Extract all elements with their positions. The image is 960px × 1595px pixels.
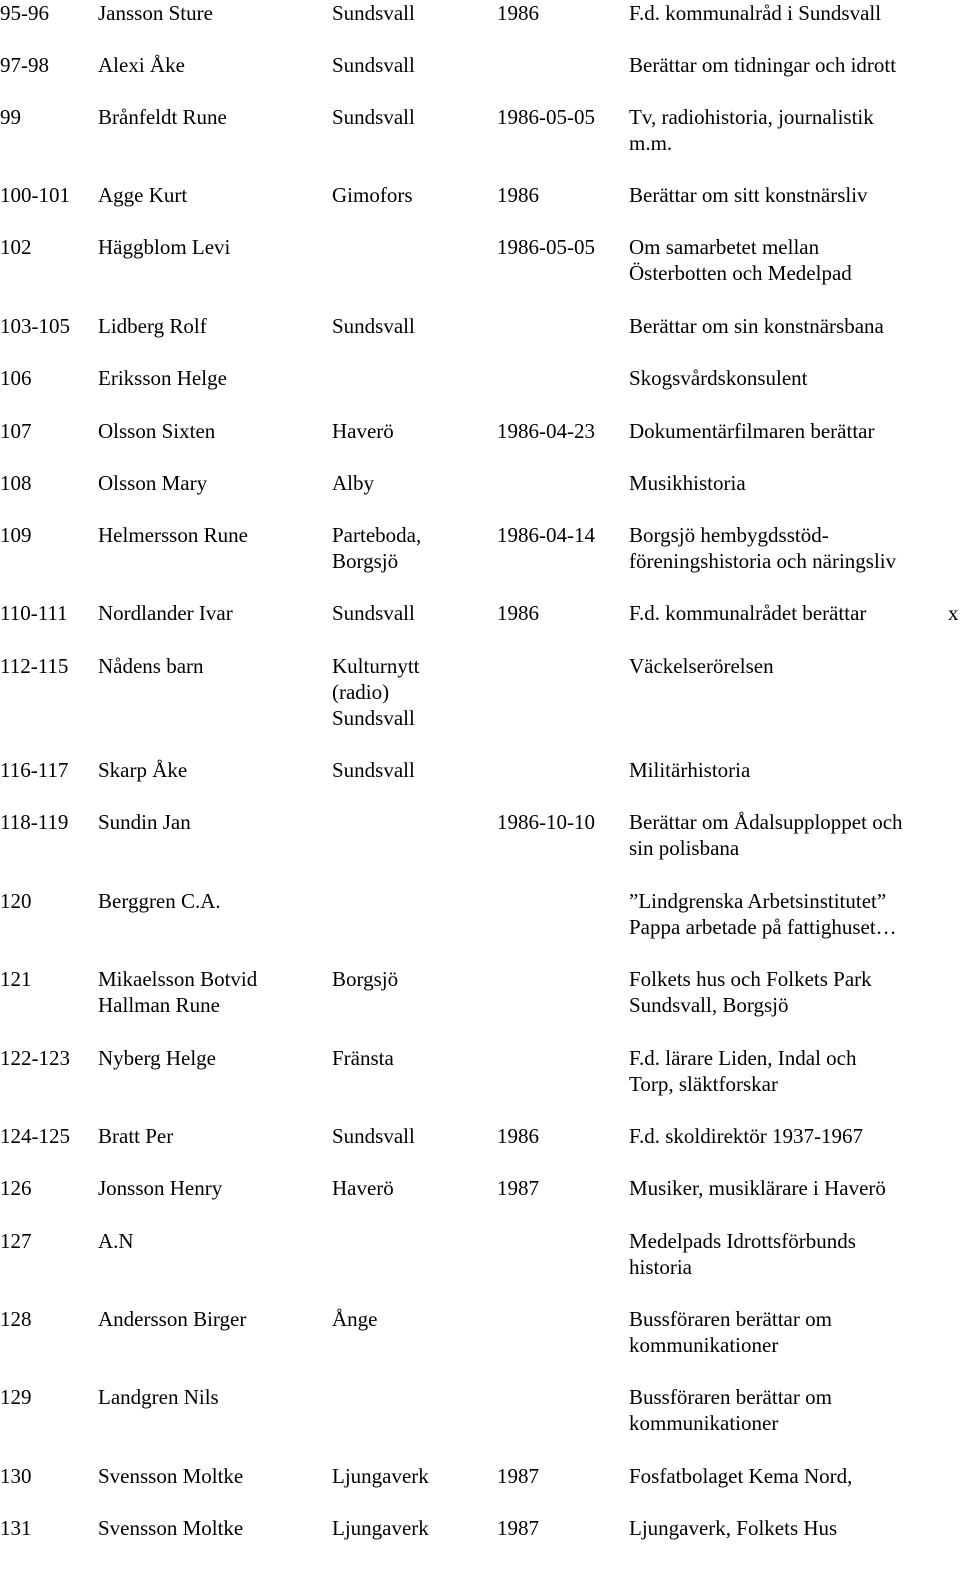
cell-date: 1986: [497, 601, 539, 625]
cell-place: Haverö: [332, 419, 394, 443]
cell-place: Sundsvall: [332, 1124, 415, 1148]
cell-name: Olsson Sixten: [98, 419, 216, 443]
cell-desc: Bussföraren berättar om kommunikationer: [629, 1385, 832, 1435]
cell-nr: 107: [0, 419, 32, 443]
cell-nr: 131: [0, 1516, 32, 1540]
cell-nr: 95-96: [0, 1, 49, 25]
cell-place: Gimofors: [332, 183, 413, 207]
cell-nr: 97-98: [0, 53, 49, 77]
table-row: [0, 653, 960, 733]
cell-desc: F.d. kommunalråd i Sundsvall: [629, 1, 882, 25]
cell-name: Landgren Nils: [98, 1385, 219, 1409]
cell-nr: 128: [0, 1307, 32, 1331]
cell-name: Nordlander Ivar: [98, 601, 233, 625]
cell-place: Ljungaverk: [332, 1464, 429, 1488]
cell-desc: Ljungaverk, Folkets Hus: [629, 1516, 838, 1540]
cell-place: Sundsvall: [332, 53, 415, 77]
cell-name: Sundin Jan: [98, 810, 191, 834]
cell-nr: 102: [0, 235, 32, 259]
cell-name: Häggblom Levi: [98, 235, 231, 259]
cell-desc: Musikhistoria: [629, 471, 746, 495]
table-row: [0, 888, 960, 968]
cell-desc: Militärhistoria: [629, 758, 751, 782]
cell-name: Skarp Åke: [98, 758, 188, 782]
cell-nr: 103-105: [0, 314, 70, 338]
cell-place: Kulturnytt (radio) Sundsvall: [332, 654, 420, 730]
cell-desc: Berättar om tidningar och idrott: [629, 53, 897, 77]
cell-nr: 109: [0, 523, 32, 547]
cell-name: Nådens barn: [98, 654, 204, 678]
cell-nr: 129: [0, 1385, 32, 1409]
cell-name: Svensson Moltke: [98, 1516, 244, 1540]
cell-name: A.N: [98, 1229, 134, 1253]
cell-name: Eriksson Helge: [98, 366, 227, 390]
cell-desc: Borgsjö hembygdsstöd- föreningshistoria och näringsliv: [629, 523, 897, 573]
cell-name: Lidberg Rolf: [98, 314, 207, 338]
cell-place: Alby: [332, 471, 374, 495]
cell-name: Jansson Sture: [98, 1, 213, 25]
cell-name: Olsson Mary: [98, 471, 208, 495]
table-row: [0, 234, 960, 314]
table-row: [0, 1228, 960, 1308]
cell-name: Mikaelsson Botvid Hallman Rune: [98, 967, 258, 1017]
cell-nr: 122-123: [0, 1046, 70, 1070]
cell-desc: Bussföraren berättar om kommunikationer: [629, 1307, 832, 1357]
cell-date: 1987: [497, 1516, 539, 1540]
table-row: [0, 966, 960, 1046]
cell-place: Fränsta: [332, 1046, 394, 1070]
table-row: [0, 1515, 960, 1595]
cell-desc: F.d. skoldirektör 1937-1967: [629, 1124, 863, 1148]
cell-date: 1987: [497, 1176, 539, 1200]
cell-nr: 121: [0, 967, 32, 991]
cell-desc: Folkets hus och Folkets Park Sundsvall, Borgsjö: [629, 967, 872, 1017]
cell-date: 1987: [497, 1464, 539, 1488]
cell-nr: 108: [0, 471, 32, 495]
cell-desc: Berättar om sin konstnärsbana: [629, 314, 884, 338]
cell-nr: 110-111: [0, 601, 68, 625]
cell-name: Brånfeldt Rune: [98, 105, 227, 129]
cell-name: Andersson Birger: [98, 1307, 247, 1331]
cell-place: Sundsvall: [332, 758, 415, 782]
cell-place: Sundsvall: [332, 601, 415, 625]
cell-place: Sundsvall: [332, 1, 415, 25]
cell-desc: Berättar om sitt konstnärsliv: [629, 183, 868, 207]
cell-nr: 118-119: [0, 810, 69, 834]
cell-date: 1986-05-05: [497, 105, 595, 129]
cell-place: Parteboda, Borgsjö: [332, 523, 422, 573]
cell-desc: Tv, radiohistoria, journalistik m.m.: [629, 105, 874, 155]
cell-desc: Om samarbetet mellan Österbotten och Medelpad: [629, 235, 852, 285]
cell-date: 1986-04-14: [497, 523, 595, 547]
cell-nr: 126: [0, 1176, 32, 1200]
cell-desc: Skogsvårdskonsulent: [629, 366, 808, 390]
cell-nr: 124-125: [0, 1124, 70, 1148]
cell-nr: 106: [0, 366, 32, 390]
table-row: [0, 522, 960, 602]
cell-nr: 100-101: [0, 183, 70, 207]
cell-desc: F.d. kommunalrådet berättar: [629, 601, 867, 625]
cell-nr: 127: [0, 1229, 32, 1253]
cell-date: 1986-04-23: [497, 419, 595, 443]
cell-place: Sundsvall: [332, 314, 415, 338]
cell-nr: 120: [0, 889, 32, 913]
cell-name: Svensson Moltke: [98, 1464, 244, 1488]
cell-name: Alexi Åke: [98, 53, 185, 77]
cell-nr: 116-117: [0, 758, 69, 782]
cell-name: Agge Kurt: [98, 183, 188, 207]
cell-date: 1986-05-05: [497, 235, 595, 259]
table-row: [0, 809, 960, 889]
cell-mark: x: [948, 601, 959, 625]
cell-desc: Musiker, musiklärare i Haverö: [629, 1176, 886, 1200]
cell-date: 1986: [497, 183, 539, 207]
cell-place: Sundsvall: [332, 105, 415, 129]
table-row: [0, 1384, 960, 1464]
cell-desc: Fosfatbolaget Kema Nord,: [629, 1464, 853, 1488]
cell-desc: Dokumentärfilmaren berättar: [629, 419, 875, 443]
cell-desc: Väckelserörelsen: [629, 654, 774, 678]
cell-date: 1986: [497, 1124, 539, 1148]
cell-desc: Medelpads Idrottsförbunds historia: [629, 1229, 856, 1279]
cell-place: Borgsjö: [332, 967, 399, 991]
cell-name: Bratt Per: [98, 1124, 174, 1148]
table-row: [0, 1306, 960, 1386]
cell-name: Nyberg Helge: [98, 1046, 216, 1070]
cell-desc: ”Lindgrenska Arbetsinstitutet” Pappa arbetade på fattighuset…: [629, 889, 897, 939]
cell-name: Helmersson Rune: [98, 523, 248, 547]
cell-place: Haverö: [332, 1176, 394, 1200]
cell-place: Ljungaverk: [332, 1516, 429, 1540]
cell-nr: 112-115: [0, 654, 69, 678]
cell-name: Jonsson Henry: [98, 1176, 223, 1200]
cell-nr: 130: [0, 1464, 32, 1488]
cell-place: Ånge: [332, 1307, 378, 1331]
table-row: [0, 104, 960, 184]
cell-date: 1986: [497, 1, 539, 25]
table-row: [0, 1045, 960, 1125]
cell-name: Berggren C.A.: [98, 889, 221, 913]
cell-date: 1986-10-10: [497, 810, 595, 834]
cell-desc: F.d. lärare Liden, Indal och Torp, släktforskar: [629, 1046, 857, 1096]
cell-nr: 99: [0, 105, 21, 129]
cell-desc: Berättar om Ådalsupploppet och sin polisbana: [629, 810, 903, 860]
